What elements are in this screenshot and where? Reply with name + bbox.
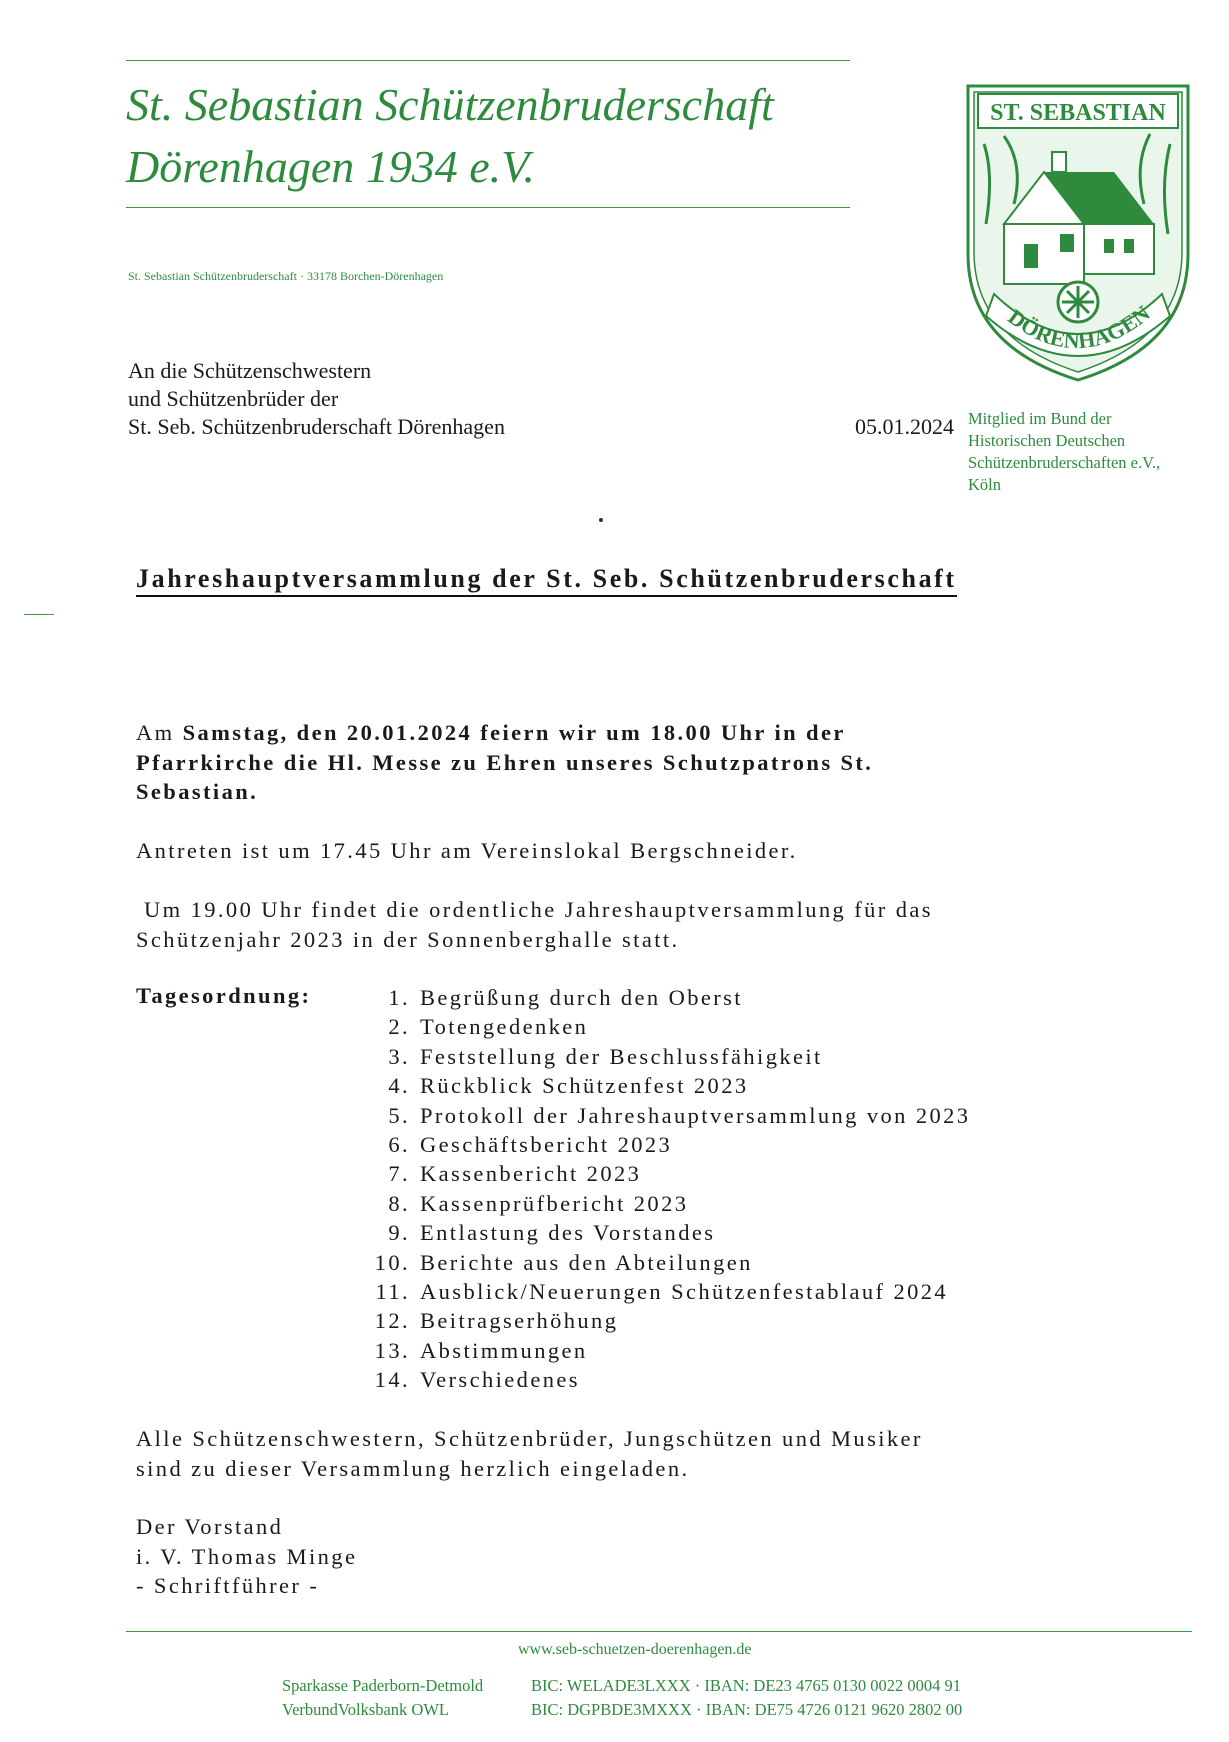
agenda-item-number: 5. (388, 1102, 410, 1128)
agenda-item-number: 9. (388, 1220, 410, 1246)
agenda-item (365, 1130, 970, 1159)
agenda-item-number: 1. (388, 985, 410, 1010)
invitation (136, 1424, 923, 1483)
invitation-line1: Alle Schützenschwestern, Schützenbrüder, Jungschützen und Musiker (136, 1426, 923, 1451)
agenda-item-text: Feststellung der Beschlussfähigkeit (420, 1043, 823, 1069)
agenda-item-text: Protokoll der Jahreshauptversammlung von 2023 (420, 1102, 971, 1128)
agenda-item-text: Verschiedenes (420, 1367, 580, 1393)
document-title: Jahreshauptversammlung der St. Seb. Schützenbruderschaft (136, 564, 957, 597)
agenda-item-number: 11. (375, 1279, 410, 1305)
agenda-item (365, 1101, 970, 1130)
agenda-item (365, 983, 970, 1012)
header-rule-bottom (126, 207, 850, 208)
agenda-item-number: 14. (374, 1367, 410, 1393)
paragraph-mass (136, 718, 873, 807)
agenda-label: Tagesordnung: (136, 983, 312, 1008)
agenda-item (365, 1306, 970, 1335)
agenda-list (365, 983, 970, 1395)
recipient-line3: St. Seb. Schützenbruderschaft Dörenhagen (128, 414, 505, 439)
agenda-item (365, 1248, 970, 1277)
agenda-item (365, 1189, 970, 1218)
bank1-details: BIC: WELADE3LXXX · IBAN: DE23 4765 0130 0022 0004 91 (531, 1676, 962, 1695)
para1-line3: Sebastian. (136, 779, 259, 804)
agenda-item-text: Totengedenken (420, 1014, 589, 1040)
agenda-item (365, 1336, 970, 1365)
membership-line1: Mitglied im Bund der (968, 409, 1112, 428)
agenda-item-number: 4. (388, 1073, 410, 1099)
agenda-item-number: 2. (388, 1014, 410, 1040)
agenda-item (365, 1071, 970, 1100)
org-name-line1: St. Sebastian Schützenbruderschaft (126, 79, 774, 130)
para1-line1: Samstag, den 20.01.2024 feiern wir um 18.00 Uhr in der (182, 720, 846, 745)
footer-rule (126, 1631, 1192, 1632)
sender-line: St. Sebastian Schützenbruderschaft · 33178 Borchen-Dörenhagen (128, 269, 444, 283)
signature-block (136, 1512, 357, 1601)
signature-line3: - Schriftführer - (136, 1573, 320, 1598)
agenda-item-number: 3. (388, 1043, 410, 1069)
agenda-item (365, 1365, 970, 1394)
agenda-item-text: Entlastung des Vorstandes (420, 1220, 716, 1246)
crest-bottom-text: DÖRENHAGEN (1003, 300, 1155, 354)
membership-line2: Historischen Deutschen (968, 431, 1126, 450)
agenda-item-number: 12. (374, 1308, 410, 1334)
agenda-item-text: Berichte aus den Abteilungen (420, 1249, 753, 1275)
agenda-item-text: Ausblick/Neuerungen Schützenfestablauf 2024 (420, 1279, 949, 1305)
header-rule-top (126, 60, 850, 61)
bank2-details: BIC: DGPBDE3MXXX · IBAN: DE75 4726 0121 9620 2802 00 (531, 1700, 963, 1719)
para1-line2: Pfarrkirche die Hl. Messe zu Ehren unseres Schutzpatrons St. (136, 749, 874, 775)
recipient-line2: und Schützenbrüder der (128, 386, 339, 411)
agenda-item (365, 1012, 970, 1041)
crest-top-text: ST. SEBASTIAN (990, 100, 1166, 126)
bank-names (282, 1674, 483, 1722)
agenda-item-text: Rückblick Schützenfest 2023 (420, 1073, 749, 1099)
invitation-line2: sind zu dieser Versammlung herzlich eingeladen. (136, 1455, 690, 1481)
membership-line4: Köln (968, 475, 1001, 494)
paragraph-meeting (136, 895, 933, 954)
para1-prefix: Am (136, 720, 183, 745)
crest-logo (964, 84, 1192, 384)
agenda-item-text: Abstimmungen (420, 1337, 588, 1363)
agenda-item-number: 6. (388, 1132, 410, 1158)
agenda-item-number: 10. (374, 1249, 410, 1275)
agenda-item-text: Begrüßung durch den Oberst (420, 985, 743, 1010)
margin-mark (24, 614, 54, 615)
bank-details (531, 1674, 962, 1722)
agenda-item-number: 7. (388, 1161, 410, 1187)
bank1-name: Sparkasse Paderborn-Detmold (282, 1676, 484, 1695)
agenda-item (365, 1159, 970, 1188)
bank2-name: VerbundVolksbank OWL (282, 1700, 449, 1719)
website-link[interactable]: www.seb-schuetzen-doerenhagen.de (518, 1641, 752, 1658)
agenda-item-text: Kassenbericht 2023 (420, 1161, 642, 1187)
signature-line2: i. V. Thomas Minge (136, 1543, 358, 1569)
speck (599, 518, 603, 522)
org-name-line2: Dörenhagen 1934 e.V. (126, 141, 535, 192)
agenda-item (365, 1277, 970, 1306)
para3-line2: Schützenjahr 2023 in der Sonnenberghalle statt. (136, 926, 680, 952)
agenda-item-number: 8. (388, 1190, 410, 1216)
agenda-item-text: Beitragserhöhung (420, 1308, 619, 1334)
agenda-item-text: Kassenprüfbericht 2023 (420, 1190, 689, 1216)
para3-line1: Um 19.00 Uhr findet die ordentliche Jahreshauptversammlung für das (136, 897, 933, 922)
membership-line3: Schützenbruderschaften e.V., (968, 453, 1161, 472)
recipient-line1: An die Schützenschwestern (128, 358, 372, 383)
agenda-item (365, 1042, 970, 1071)
membership-note (968, 408, 1160, 496)
paragraph-assembly-time: Antreten ist um 17.45 Uhr am Vereinslokal Bergschneider. (136, 838, 798, 863)
agenda-item-text: Geschäftsbericht 2023 (420, 1132, 673, 1158)
signature-line1: Der Vorstand (136, 1514, 284, 1539)
agenda-item-number: 13. (374, 1337, 410, 1363)
agenda-item (365, 1218, 970, 1247)
letter-date: 05.01.2024 (855, 414, 954, 439)
